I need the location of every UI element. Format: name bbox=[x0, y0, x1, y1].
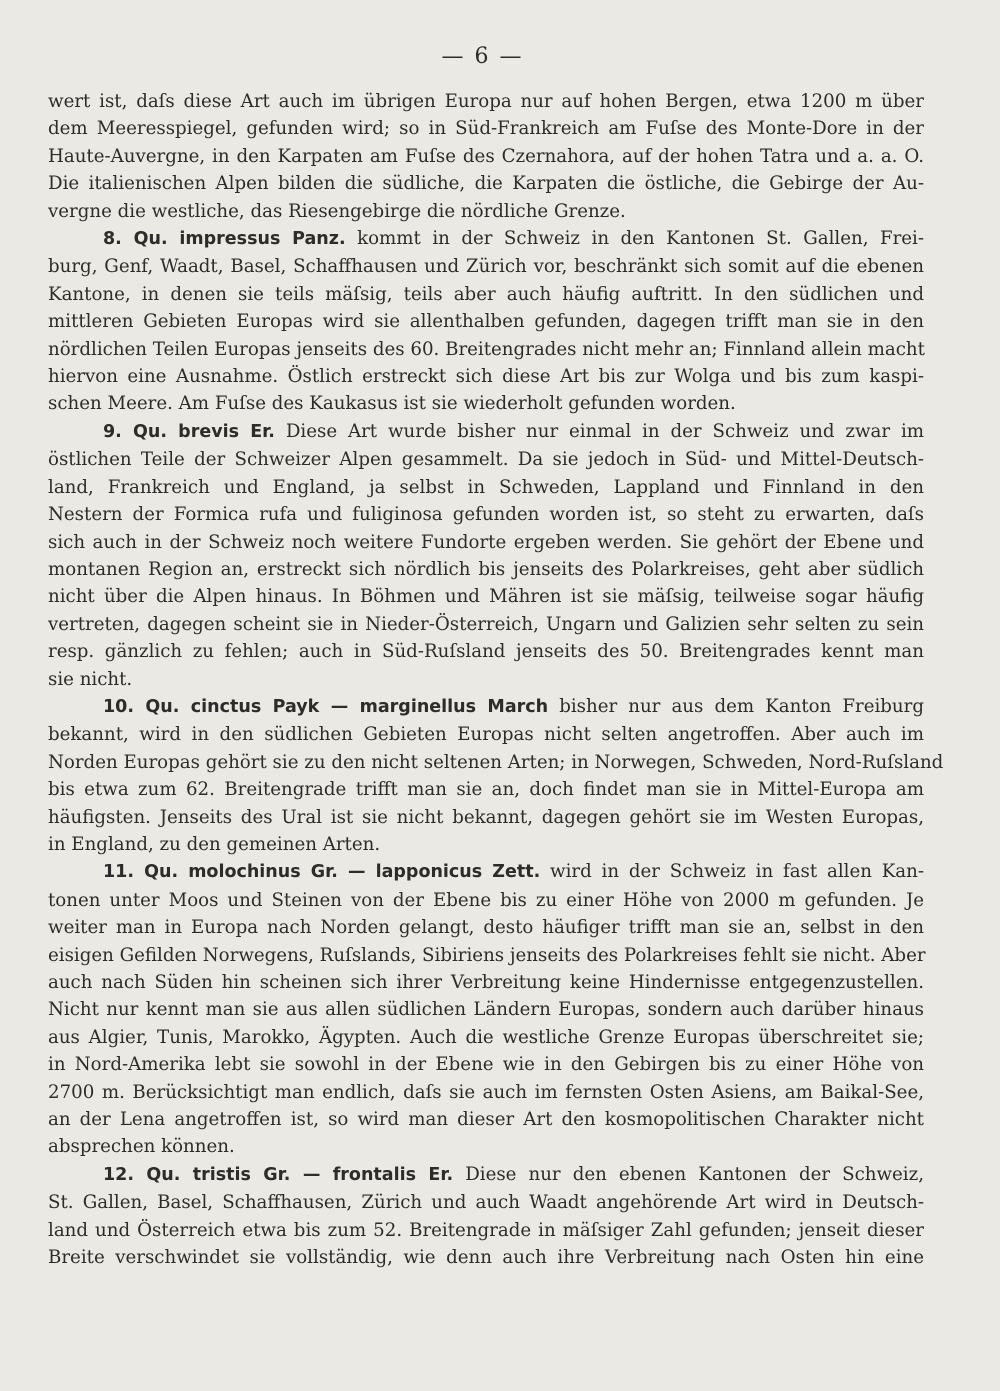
text-line: burg, Genf, Waadt, Basel, Schaffhausen und Zürich vor, beschränkt sich somit auf die ebenen bbox=[48, 256, 924, 278]
text-line: land und Österreich etwa bis zum 52. Breitengrade in mäſsiger Zahl gefunden; jenseit dieser bbox=[48, 1219, 924, 1241]
text-line bbox=[48, 1161, 924, 1189]
paragraph-continuation bbox=[48, 88, 924, 225]
text-line: mittleren Gebieten Europas wird sie allenthalben gefunden, dagegen trifft man sie in den bbox=[48, 311, 924, 333]
text-line: weiter man in Europa nach Norden gelangt, desto häufiger trifft man sie an, selbst in den bbox=[48, 917, 924, 939]
text-line: tonen unter Moos und Steinen von der Ebene bis zu einer Höhe von 2000 m gefunden. Je bbox=[48, 889, 924, 911]
species-entry-12 bbox=[48, 1161, 924, 1272]
text-line: hiervon eine Ausnahme. Östlich erstreckt sich diese Art bis zur Wolga und bis zum kaspi- bbox=[48, 366, 924, 388]
species-entry-11 bbox=[48, 858, 924, 1160]
text-line bbox=[48, 693, 924, 721]
text-line: Norden Europas gehört sie zu den nicht seltenen Arten; in Norwegen, Schweden, Nord-Ruſsland bbox=[48, 751, 944, 773]
text-line: Die italienischen Alpen bilden die südliche, die Karpaten die östliche, die Gebirge der Au- bbox=[48, 173, 924, 195]
text-line: Nestern der Formica rufa und fuliginosa gefunden worden ist, so steht zu erwarten, daſs bbox=[48, 504, 924, 526]
page-number: — 6 — bbox=[441, 44, 524, 69]
species-heading: 9. Qu. brevis Er. bbox=[103, 421, 275, 442]
text-line: absprechen können. bbox=[48, 1136, 235, 1158]
species-entry-8 bbox=[48, 225, 924, 418]
text-line: schen Meere. Am Fuſse des Kaukasus ist sie wiederholt gefunden worden. bbox=[48, 393, 736, 415]
text-line: dem Meeresspiegel, gefunden wird; so in Süd-Frankreich am Fuſse des Monte-Dore in der bbox=[48, 118, 924, 140]
text-run: kommt in der Schweiz in den Kantonen St. Gallen, Frei- bbox=[345, 228, 924, 250]
text-line: in Nord-Amerika lebt sie sowohl in der Ebene wie in den Gebirgen bis zu einer Höhe von bbox=[48, 1054, 924, 1076]
text-run: Diese Art wurde bisher nur einmal in der Schweiz und zwar im bbox=[274, 420, 925, 442]
text-line: nördlichen Teilen Europas jenseits des 60. Breitengrades nicht mehr an; Finnland allein macht bbox=[48, 338, 925, 360]
text-run: wird in der Schweiz in fast allen Kan- bbox=[540, 861, 925, 883]
text-line: östlichen Teile der Schweizer Alpen gesammelt. Da sie jedoch in Süd- und Mittel-Deutsch- bbox=[48, 449, 924, 471]
text-line: montanen Region an, erstreckt sich nördlich bis jenseits des Polarkreises, geht aber südlich bbox=[48, 558, 924, 580]
text-line: Haute-Auvergne, in den Karpaten am Fuſse des Czernahora, auf der hohen Tatra und a. a. O. bbox=[48, 145, 924, 167]
text-line: land, Frankreich und England, ja selbst in Schweden, Lappland und Finnland in den bbox=[48, 476, 924, 498]
text-line: Kantone, in denen sie teils mäſsig, teils aber auch häufig auftritt. In den südlichen und bbox=[48, 283, 924, 305]
text-line: bis etwa zum 62. Breitengrade trifft man sie an, doch findet man sie in Mittel-Europa am bbox=[48, 779, 924, 801]
text-line bbox=[48, 418, 924, 446]
text-line: auch nach Süden hin scheinen sich ihrer Verbreitung keine Hindernisse entgegenzustellen. bbox=[48, 972, 924, 993]
species-heading: 11. Qu. molochinus Gr. — lapponicus Zett. bbox=[103, 862, 541, 883]
body-text bbox=[48, 88, 944, 1271]
species-entry-10 bbox=[48, 693, 944, 858]
species-heading: 12. Qu. tristis Gr. — frontalis Er. bbox=[103, 1164, 454, 1185]
species-heading: 8. Qu. impressus Panz. bbox=[103, 229, 346, 250]
text-line: an der Lena angetroffen ist, so wird man dieser Art den kosmopolitischen Charakter nicht bbox=[48, 1109, 924, 1131]
text-run: bisher nur aus dem Kanton Freiburg bbox=[548, 695, 924, 717]
species-heading: 10. Qu. cinctus Payk — marginellus March bbox=[103, 696, 549, 717]
text-line bbox=[48, 225, 924, 253]
text-line: bekannt, wird in den südlichen Gebieten Europas nicht selten angetroffen. Aber auch im bbox=[48, 724, 924, 746]
text-line: nicht über die Alpen hinaus. In Böhmen und Mähren ist sie mäſsig, teilweise sogar häufig bbox=[48, 586, 924, 608]
text-line: Nicht nur kennt man sie aus allen südlichen Ländern Europas, sondern auch darüber hinaus bbox=[48, 999, 924, 1021]
text-line: aus Algier, Tunis, Marokko, Ägypten. Auch die westliche Grenze Europas überschreitet sie; bbox=[48, 1026, 924, 1048]
text-line: eisigen Gefilden Norwegens, Ruſslands, Sibiriens jenseits des Polarkreises fehlt sie nicht. Aber bbox=[48, 944, 926, 966]
text-line: in England, zu den gemeinen Arten. bbox=[48, 833, 381, 855]
text-line: St. Gallen, Basel, Schaffhausen, Zürich und auch Waadt angehörende Art wird in Deutsch- bbox=[48, 1192, 924, 1214]
text-line: Breite verschwindet sie vollständig, wie denn auch ihre Verbreitung nach Osten hin eine bbox=[48, 1247, 924, 1269]
text-line bbox=[48, 858, 924, 886]
text-line: wert ist, daſs diese Art auch im übrigen Europa nur auf hohen Bergen, etwa 1200 m über bbox=[48, 91, 924, 112]
text-line: häufigsten. Jenseits des Ural ist sie nicht bekannt, dagegen gehört sie im Westen Europas, bbox=[48, 806, 924, 828]
species-entry-9 bbox=[48, 418, 924, 693]
text-run: Diese nur den ebenen Kantonen der Schweiz, bbox=[453, 1163, 924, 1185]
text-line: sich auch in der Schweiz noch weitere Fundorte ergeben werden. Sie gehört der Ebene und bbox=[48, 531, 924, 553]
text-line: vertreten, dagegen scheint sie in Nieder-Österreich, Ungarn und Galizien sehr selten zu sein bbox=[48, 613, 924, 635]
text-line: 2700 m. Berücksichtigt man endlich, daſs sie auch im fernsten Osten Asiens, am Baikal-See, bbox=[48, 1081, 924, 1103]
text-line: resp. gänzlich zu fehlen; auch in Süd-Ruſsland jenseits des 50. Breitengrades kennt man bbox=[48, 641, 924, 663]
text-line: sie nicht. bbox=[48, 668, 133, 690]
text-line: vergne die westliche, das Riesengebirge die nördliche Grenze. bbox=[48, 200, 626, 222]
